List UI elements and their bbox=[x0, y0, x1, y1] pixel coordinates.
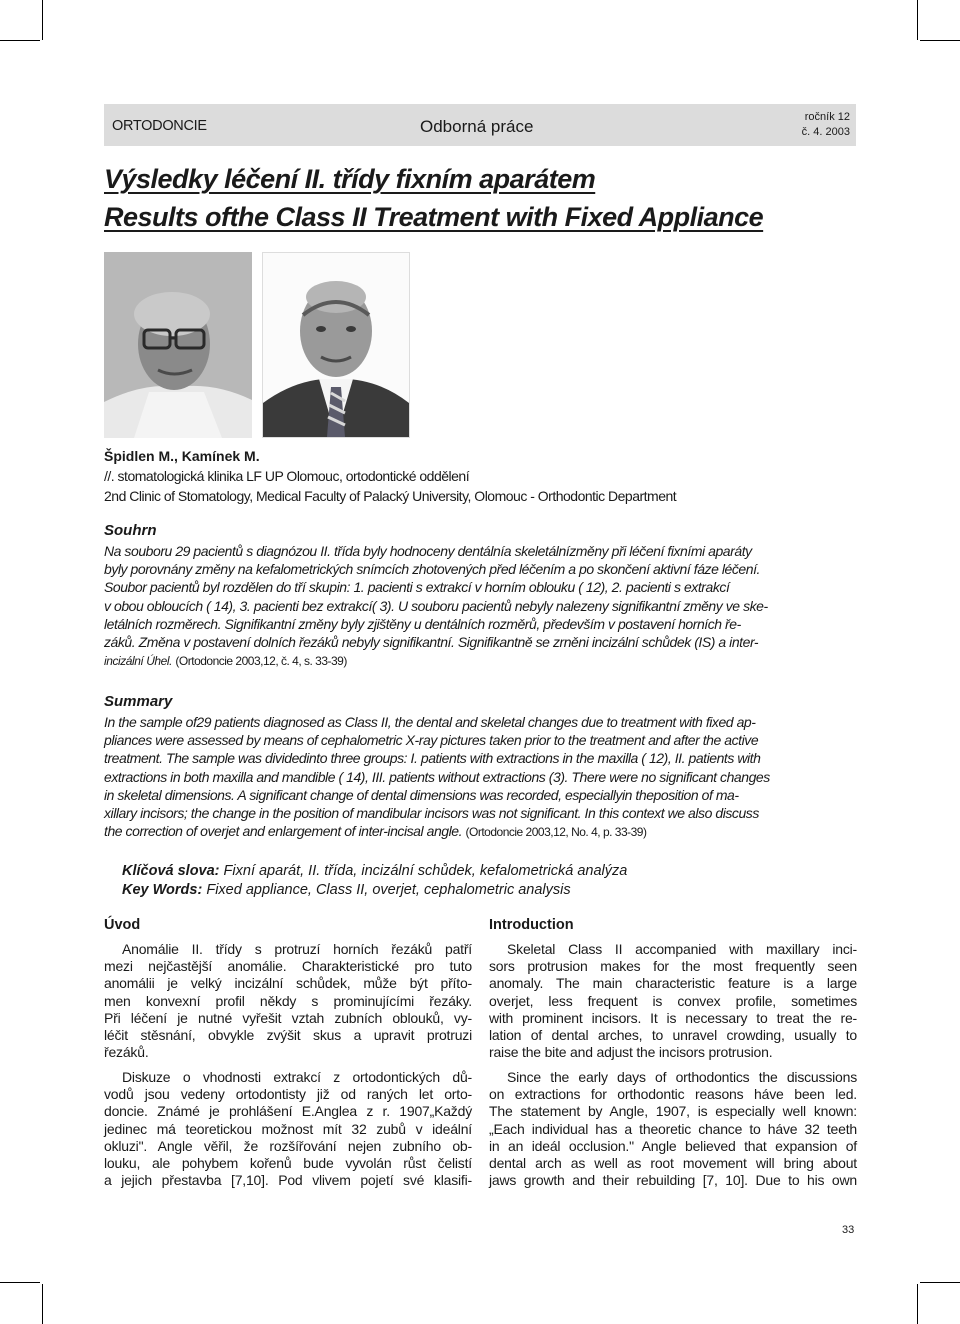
summary-line: extractions in both maxilla and mandible ( 14), III. patients without extractions (3). There were no significant changes bbox=[104, 768, 770, 785]
introduction-line: Skeletal Class II accompanied with maxillary inci- bbox=[507, 941, 857, 957]
introduction-line: Since the early days of orthodontics the discussions bbox=[507, 1069, 857, 1085]
article-title-czech: Výsledky léčení II. třídy fixním aparátem bbox=[104, 164, 596, 194]
uvod-line: vodů jsou vedeny ortodontisty již od raných let orto- bbox=[104, 1086, 472, 1103]
introduction-line: lation of dental arches, to unravel crowding, usually to bbox=[489, 1027, 857, 1044]
introduction-heading: Introduction bbox=[489, 917, 574, 933]
uvod-line: anomálii je velký incizální schůdek, může být příto- bbox=[104, 975, 472, 992]
crop-mark-top-right-h bbox=[920, 40, 960, 41]
souhrn-citation: (Ortodoncie 2003,12, č. 4, s. 33-39) bbox=[175, 654, 347, 669]
summary-heading: Summary bbox=[104, 693, 173, 710]
souhrn-last-text: incizální Úhel. bbox=[104, 654, 172, 669]
souhrn-last-line bbox=[104, 651, 894, 670]
souhrn-text bbox=[104, 542, 894, 670]
summary-line: xillary incisors; the change in the position of mandibular incisors was not significant. In this context we also discuss bbox=[104, 805, 759, 822]
keywords-czech bbox=[122, 862, 627, 881]
uvod-line: léčit stěsnání, obvykle zvýšit skus a upravit protruzi bbox=[104, 1027, 472, 1044]
summary-citation: (Ortodoncie 2003,12, No. 4, p. 33-39) bbox=[465, 825, 647, 840]
introduction-line: The statement by Angle, 1907, is especially well known: bbox=[489, 1103, 857, 1120]
crop-mark-bottom-right-h bbox=[920, 1282, 960, 1283]
keywords-english-value: Fixed appliance, Class II, overjet, cephalometric analysis bbox=[206, 882, 571, 898]
crop-mark-bottom-left-v bbox=[42, 1284, 43, 1324]
authors: Špidlen M., Kamínek M. bbox=[104, 448, 260, 464]
introduction-line: raise the bite and adjust the incisors protrusion. bbox=[489, 1044, 773, 1061]
uvod-line: a jejich přestavba [7,10]. Pod vlivem pojetí své klasifi- bbox=[104, 1172, 472, 1189]
souhrn-line: letálních rozměrech. Signifikantní změny byly zjištěny u dentálních rozměrů, především v postavení horních ře- bbox=[104, 615, 741, 632]
issue: č. 4. 2003 bbox=[801, 126, 850, 138]
summary-line: in skeletal dimensions. A significant change of dental dimensions was recorded, especiallyin theposition of ma- bbox=[104, 786, 739, 803]
affiliation-english: 2nd Clinic of Stomatology, Medical Faculty of Palacký University, Olomouc - Orthodontic Department bbox=[104, 488, 677, 504]
article-type: Odborná práce bbox=[420, 117, 534, 136]
introduction-line: anomaly. The main characteristic feature is a large bbox=[489, 975, 857, 992]
article-title-english: Results ofthe Class II Treatment with Fixed Appliance bbox=[104, 202, 764, 232]
author-photo-2-portrait bbox=[263, 253, 409, 437]
author-photo-1-portrait bbox=[104, 252, 252, 438]
crop-mark-bottom-right-v bbox=[917, 1284, 918, 1324]
uvod-paragraph-2 bbox=[104, 1069, 472, 1189]
introduction-line: dental arch as well as root movement will bring about bbox=[489, 1155, 857, 1172]
souhrn-line: byly porovnány změny na kefalometrických snímcích zhotovených před léčením a po skončení aktivní fáze léčení. bbox=[104, 561, 760, 578]
introduction-line: on extractions for orthodontic reasons háve been led. bbox=[489, 1086, 857, 1103]
volume-issue bbox=[802, 110, 850, 140]
summary-last-text: the correction of overjet and enlargement of inter-incisal angle. bbox=[104, 823, 463, 840]
volume: ročník 12 bbox=[804, 111, 850, 123]
introduction-line: jaws growth and their rebuilding [7, 10]. Due to his own bbox=[489, 1172, 857, 1189]
keywords-czech-label: Klíčová slova: bbox=[122, 863, 220, 879]
uvod-paragraph-1 bbox=[104, 941, 472, 1061]
uvod-line: men konvexní profil někdy s prominujícími řezáky. bbox=[104, 992, 472, 1009]
summary-line: pliances were assessed by means of cephalometric X-ray pictures taken prior to the treatment and after the active bbox=[104, 732, 759, 749]
summary-line: In the sample of29 patients diagnosed as Class II, the dental and skeletal changes due to treatment with fixed ap- bbox=[104, 714, 756, 730]
souhrn-heading: Souhrn bbox=[104, 522, 157, 539]
crop-mark-top-right-v bbox=[917, 0, 918, 40]
uvod-line: Při léčení je nutné vyřešit vztah zubních oblouků, vy- bbox=[104, 1009, 472, 1026]
affiliation-czech: //. stomatologická klinika LF UP Olomouc, ortodontické oddělení bbox=[104, 468, 470, 484]
uvod-line: Anomálie II. třídy s protruzí horních řezáků patří bbox=[122, 941, 472, 957]
summary-text bbox=[104, 713, 894, 841]
souhrn-line: Soubor pacientů byl rozdělen do tří skupin: 1. pacienti s extrakcí v horním oblouku ( 12), 2. pacienti s extrakcí bbox=[104, 579, 730, 596]
uvod-heading: Úvod bbox=[104, 917, 141, 933]
introduction-line: with prominent incisors. It is necessary to treat the re- bbox=[489, 1009, 857, 1026]
journal-section: ORTODONCIE bbox=[112, 118, 207, 134]
crop-mark-top-left-h bbox=[0, 40, 40, 41]
uvod-line: okluzi". Angle věřil, že rozšířování nejen zubního ob- bbox=[104, 1137, 472, 1154]
uvod-line: mezi nejčastější anomálie. Charakteristické pro tuto bbox=[104, 958, 472, 975]
introduction-paragraph-1 bbox=[489, 941, 857, 1061]
uvod-line: doncie. Známé je prohlášení E.Anglea z r. 1907„Každý bbox=[104, 1103, 472, 1120]
introduction-line: overjet, less frequent is convex profile, sometimes bbox=[489, 992, 857, 1009]
keywords-czech-value: Fixní aparát, II. třída, incizální schůdek, kefalometrická analýza bbox=[223, 863, 628, 879]
introduction-paragraph-2 bbox=[489, 1069, 857, 1189]
keywords bbox=[122, 862, 627, 900]
introduction-line: sors protrusion makes for the most frequently seen bbox=[489, 958, 857, 975]
souhrn-line: záků. Změna v postavení dolních řezáků nebyly signifikantní. Signifikantně se zrněni incizální schůdek (IS) a inter- bbox=[104, 634, 759, 651]
journal-header-bar bbox=[104, 104, 856, 146]
summary-last-line bbox=[104, 822, 894, 841]
souhrn-line: Na souboru 29 pacientů s diagnózou II. třída byly hodnoceny dentálnía skeletálnízměny při léčení fixními aparáty bbox=[104, 543, 752, 559]
souhrn-line: v obou obloucích ( 14), 3. pacienti bez extrakcí( 3). U souboru pacientů nebyly nalezeny signifikantní změny ve ske- bbox=[104, 597, 768, 614]
author-photo-2 bbox=[262, 252, 410, 438]
uvod-line: jedinec má teoretickou možnost mít 32 zubů v ideální bbox=[104, 1120, 472, 1137]
crop-mark-top-left-v bbox=[42, 0, 43, 40]
summary-line: treatment. The sample was dividedinto three groups: I. patients with extractions in the maxilla ( 12), II. patients with bbox=[104, 750, 761, 767]
page-number: 33 bbox=[842, 1224, 855, 1236]
keywords-english bbox=[122, 881, 627, 900]
introduction-line: „Each individual has a theoretic chance to háve 32 teeth bbox=[489, 1120, 857, 1137]
introduction-line: in an ideál occlusion." Angle believed that expansion of bbox=[489, 1137, 857, 1154]
uvod-line: louku, ale pohybem kořenů bude vyvolán růst čelistí bbox=[104, 1155, 472, 1172]
uvod-line: řezáků. bbox=[104, 1044, 149, 1061]
crop-mark-bottom-left-h bbox=[0, 1282, 40, 1283]
author-photo-1 bbox=[104, 252, 252, 438]
uvod-line: Diskuze o vhodnosti extrakcí z ortodontických dů- bbox=[122, 1069, 472, 1085]
keywords-english-label: Key Words: bbox=[122, 882, 203, 898]
